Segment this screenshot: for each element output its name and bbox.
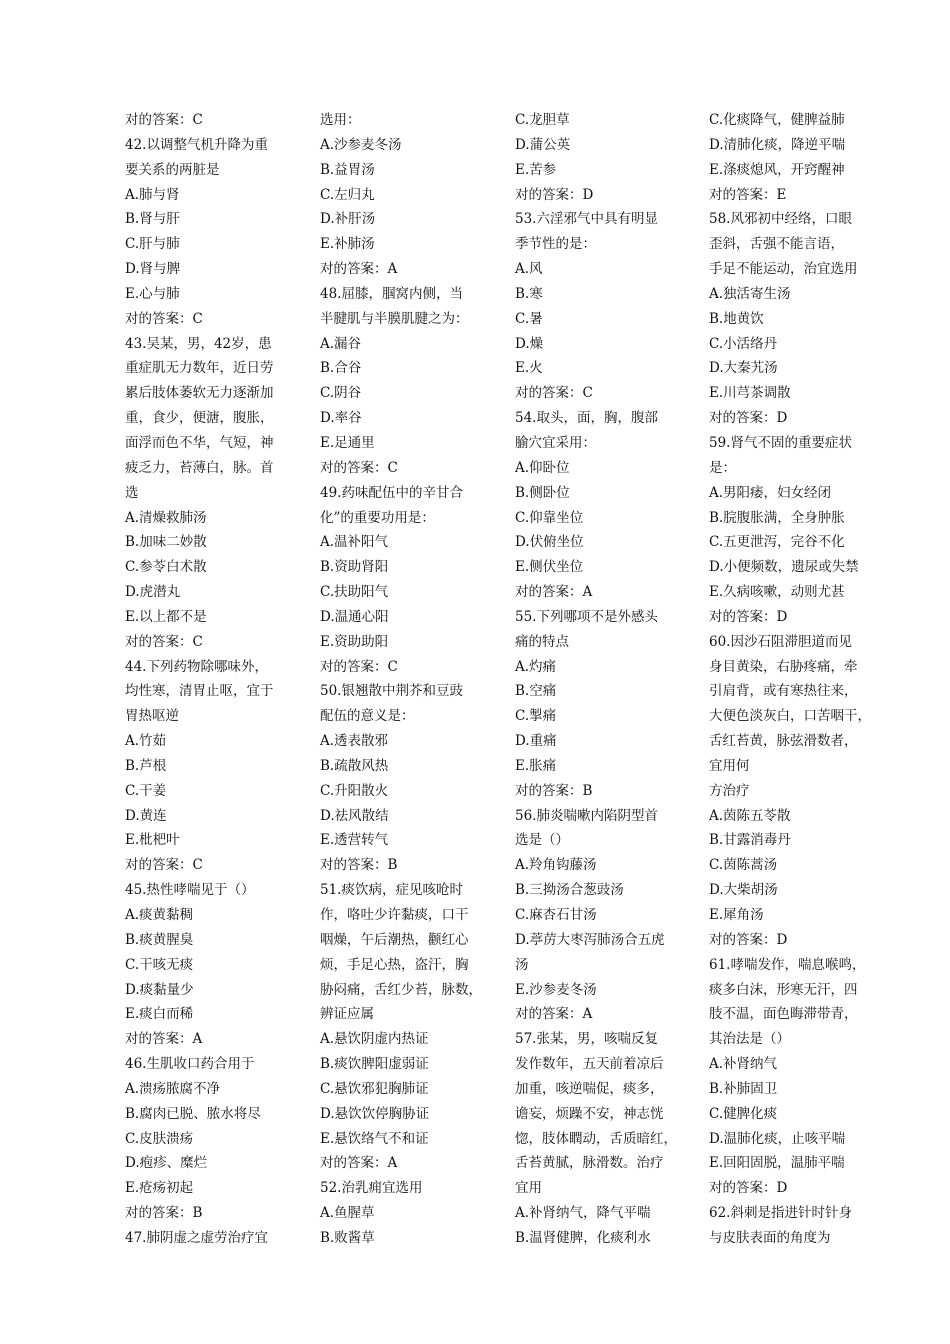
text-line: B.三拗汤合葱豉汤	[515, 882, 624, 899]
text-line: 汤	[515, 956, 529, 973]
text-line: B.益胃汤	[320, 161, 375, 178]
text-line: D.葶苈大枣泻肺汤合五虎	[515, 931, 665, 948]
text-column-2	[320, 108, 488, 1251]
text-line: A.补肾纳气，降气平喘	[515, 1205, 651, 1222]
text-line: 对的答案：E	[709, 186, 787, 203]
text-line: E.以上都不是	[125, 608, 207, 625]
text-line: D.燥	[515, 335, 544, 352]
text-line: 手足不能运动，治宜选用	[709, 261, 858, 278]
text-line: 对的答案：C	[125, 633, 203, 650]
text-line: 对的答案：C	[320, 658, 398, 675]
text-line: 大便色淡灰白，口苦咽干，	[709, 708, 871, 725]
text-line: 引肩背，或有寒热往来，	[709, 683, 858, 700]
text-line: D.小便频数，遗尿或失禁	[709, 559, 859, 576]
text-line: E.犀角汤	[709, 907, 764, 923]
text-line: C.阴谷	[320, 385, 362, 402]
text-line: 对的答案：D	[709, 1180, 788, 1197]
text-line: 49.药味配伍中的辛甘合	[320, 484, 463, 501]
text-line: D.大柴胡汤	[709, 882, 778, 899]
text-line: 对的答案：B	[125, 1205, 203, 1222]
text-line: 均性寒，清胃止呕，宜于	[125, 683, 274, 700]
text-line: 累后肢体萎软无力逐渐加	[125, 385, 274, 402]
text-line: C.龙胆草	[515, 112, 570, 128]
text-line: E.久病咳嗽，动则尤甚	[709, 584, 845, 601]
text-line: B.败酱草	[320, 1229, 375, 1246]
text-line: 烦，手足心热，盗汗，胸	[320, 956, 469, 973]
text-line: A.透表散邪	[320, 733, 389, 750]
text-line: 对的答案：A	[320, 261, 398, 278]
text-line: E.心与肺	[125, 285, 180, 302]
text-line: A.溃疡脓腐不净	[125, 1080, 221, 1097]
text-line: 痰多白沫，形寒无汗，四	[709, 981, 858, 998]
text-line: 对的答案：D	[709, 608, 788, 625]
text-line: A.痰黄黏稠	[125, 907, 194, 923]
text-line: D.悬饮饮停胸胁证	[320, 1105, 430, 1122]
text-line: A.鱼腥草	[320, 1205, 375, 1222]
text-line: B.芦根	[125, 757, 167, 774]
text-line: 加重，咳逆喘促，痰多，	[515, 1080, 664, 1097]
text-line: 对的答案：B	[515, 782, 593, 799]
text-line: 惚，肢体瞤动，舌质暗红，	[515, 1130, 677, 1147]
text-line: 对的答案：D	[709, 931, 788, 948]
text-line: 胃热呕逆	[125, 708, 179, 725]
text-line: 肢不温，面色晦滞带青，	[709, 1006, 858, 1023]
text-line: 44.下列药物除哪味外，	[125, 658, 268, 675]
text-line: C.小活络丹	[709, 335, 778, 352]
text-line: E.痰白而稀	[125, 1006, 194, 1023]
text-line: 痛的特点	[515, 633, 569, 650]
text-line: E.苦参	[515, 161, 557, 178]
text-line: 宜用何	[709, 757, 750, 774]
text-line: C.化痰降气，健脾益肺	[709, 112, 845, 128]
text-line: E.透营转气	[320, 832, 389, 849]
text-line: D.黄连	[125, 807, 167, 824]
text-line: 腧穴宜采用：	[515, 434, 596, 451]
text-line: 与皮肤表面的角度为	[709, 1229, 831, 1246]
text-line: C.扶助阳气	[320, 584, 389, 601]
text-line: 对的答案：D	[515, 186, 594, 203]
text-line: 宜用	[515, 1180, 542, 1197]
text-line: B.补肺固卫	[709, 1080, 778, 1097]
text-line: 对的答案：B	[320, 857, 398, 874]
text-line: 方治疗	[709, 782, 750, 799]
text-line: D.大秦艽汤	[709, 360, 778, 377]
text-line: 谵妄，烦躁不安，神志恍	[515, 1105, 664, 1122]
text-line: B.合谷	[320, 360, 362, 377]
text-line: D.虎潜丸	[125, 584, 181, 601]
text-line: C.麻杏石甘汤	[515, 907, 597, 923]
text-line: B.地黄饮	[709, 310, 764, 327]
text-line: 化”的重要功用是：	[320, 509, 435, 526]
text-line: D.重痛	[515, 733, 557, 750]
text-line: B.疏散风热	[320, 757, 389, 774]
text-line: 选	[125, 484, 139, 501]
text-line: 对的答案：C	[515, 385, 593, 402]
text-line: C.肝与肺	[125, 236, 180, 253]
text-line: A.补肾纳气	[709, 1056, 778, 1073]
text-line: 61.哮喘发作，喘息喉鸣，	[709, 956, 866, 973]
text-line: 对的答案：C	[125, 112, 203, 128]
text-line: A.漏谷	[320, 335, 362, 352]
text-line: E.资助助阳	[320, 633, 389, 650]
text-column-4	[709, 108, 877, 1251]
text-line: 对的答案：D	[709, 410, 788, 427]
text-line: C.皮肤溃疡	[125, 1130, 194, 1147]
text-line: 面浮而色不华，气短，神	[125, 434, 274, 451]
text-line: A.仰卧位	[515, 459, 570, 476]
text-line: 50.银翘散中荆芥和豆豉	[320, 683, 463, 700]
text-line: 58.风邪初中经络，口眼	[709, 211, 852, 228]
text-line: 其治法是（）	[709, 1031, 790, 1048]
text-line: D.温肺化痰，止咳平喘	[709, 1130, 846, 1147]
text-line: 42.以调整气机升降为重	[125, 136, 268, 153]
text-line: E.火	[515, 360, 543, 377]
text-line: A.羚角钩藤汤	[515, 857, 597, 874]
text-line: D.肾与脾	[125, 261, 181, 278]
text-line: A.温补阳气	[320, 534, 389, 551]
text-line: B.腐肉已脱、脓水将尽	[125, 1105, 261, 1122]
text-line: 对的答案：C	[320, 459, 398, 476]
text-line: 重，食少，便溏，腹胀，	[125, 410, 274, 427]
text-line: A.灼痛	[515, 658, 557, 675]
text-line: B.温肾健脾，化痰利水	[515, 1229, 651, 1246]
text-line: 56.肺炎喘嗽内陷阴型首	[515, 807, 658, 824]
text-line: C.健脾化痰	[709, 1105, 778, 1122]
text-line: 重症肌无力数年，近日劳	[125, 360, 274, 377]
text-line: 57.张某，男，咳喘反复	[515, 1031, 658, 1048]
text-line: A.悬饮阴虚内热证	[320, 1031, 429, 1048]
text-line: 身目黄染，右胁疼痛，牵	[709, 658, 858, 675]
text-line: 舌红苔黄，脉弦滑数者，	[709, 733, 858, 750]
text-line: 55.下列哪项不是外感头	[515, 608, 658, 625]
text-line: E.胀痛	[515, 757, 557, 774]
text-line: B.痰黄腥臭	[125, 931, 194, 948]
text-line: 对的答案：C	[125, 857, 203, 874]
text-line: C.左归丸	[320, 186, 375, 203]
text-line: 胁闷痛，舌红少苔，脉数，	[320, 981, 482, 998]
text-line: 45.热性哮喘见于（）	[125, 882, 255, 899]
text-line: C.掣痛	[515, 708, 557, 725]
text-line: D.痰黏量少	[125, 981, 194, 998]
text-line: A.竹茹	[125, 733, 167, 750]
text-line: 歪斜，舌强不能言语，	[709, 236, 844, 253]
text-line: A.独活寄生汤	[709, 285, 791, 302]
text-line: D.温通心阳	[320, 608, 389, 625]
text-line: 舌苔黄腻，脉滑数。治疗	[515, 1155, 664, 1172]
text-line: C.茵陈蒿汤	[709, 857, 778, 874]
text-line: 53.六淫邪气中具有明显	[515, 211, 658, 228]
text-line: C.五更泄泻，完谷不化	[709, 534, 845, 551]
text-line: E.足通里	[320, 434, 375, 451]
text-line: 47.肺阴虚之虚劳治疗宜	[125, 1229, 268, 1246]
text-line: E.悬饮络气不和证	[320, 1130, 429, 1147]
text-line: 选用：	[320, 112, 361, 128]
text-line: C.暑	[515, 310, 543, 327]
text-line: E.疮疡初起	[125, 1180, 194, 1197]
text-line: A.肺与肾	[125, 186, 180, 203]
text-line: E.侧伏坐位	[515, 559, 584, 576]
text-line: 选是（）	[515, 832, 569, 849]
text-line: 51.痰饮病，症见咳呛时	[320, 882, 463, 899]
text-line: D.补肝汤	[320, 211, 376, 228]
text-line: 59.肾气不固的重要症状	[709, 434, 852, 451]
text-line: A.沙参麦冬汤	[320, 136, 402, 153]
text-line: 作，咯吐少许黏痰，口干	[320, 907, 469, 923]
text-line: B.甘露消毒丹	[709, 832, 791, 849]
text-line: C.悬饮邪犯胸肺证	[320, 1080, 429, 1097]
text-line: C.升阳散火	[320, 782, 389, 799]
text-line: B.侧卧位	[515, 484, 570, 501]
text-line: 辨证应属	[320, 1006, 374, 1023]
text-line: 是：	[709, 459, 736, 476]
text-line: B.痰饮脾阳虚弱证	[320, 1056, 429, 1073]
text-line: 48.屈膝，腘窝内侧，当	[320, 285, 463, 302]
text-column-3	[515, 108, 683, 1251]
text-line: 对的答案：A	[515, 584, 593, 601]
text-line: 对的答案：A	[125, 1031, 203, 1048]
text-line: 要关系的两脏是	[125, 161, 220, 178]
text-line: B.加味二妙散	[125, 534, 207, 551]
text-line: 季节性的是：	[515, 236, 596, 253]
text-line: 54.取头，面，胸，腹部	[515, 410, 658, 427]
text-line: 疲乏力，苔薄白，脉。首	[125, 459, 274, 476]
text-line: 46.生肌收口药合用于	[125, 1056, 255, 1073]
text-line: E.补肺汤	[320, 236, 375, 253]
text-line: A.风	[515, 261, 543, 278]
text-line: 52.治乳痈宜选用	[320, 1180, 423, 1197]
text-line: E.川芎茶调散	[709, 385, 791, 402]
text-line: 半腱肌与半膜肌腱之为：	[320, 310, 469, 327]
text-line: 对的答案：A	[515, 1006, 593, 1023]
text-column-1	[125, 108, 293, 1251]
text-line: 配伍的意义是：	[320, 708, 415, 725]
text-line: E.涤痰熄风，开窍醒神	[709, 161, 845, 178]
text-line: B.资助肾阳	[320, 559, 389, 576]
text-line: C.仰靠坐位	[515, 509, 584, 526]
text-line: D.疱疹、糜烂	[125, 1155, 208, 1172]
text-line: 发作数年，五天前着凉后	[515, 1056, 664, 1073]
text-line: D.蒲公英	[515, 136, 571, 153]
text-line: D.祛风散结	[320, 807, 389, 824]
text-line: D.清肺化痰，降逆平喘	[709, 136, 846, 153]
text-line: B.空痛	[515, 683, 557, 700]
text-line: A.茵陈五苓散	[709, 807, 791, 824]
text-line: C.干咳无痰	[125, 956, 194, 973]
text-line: 咽燥，午后潮热，颧红心	[320, 931, 469, 948]
text-line: B.肾与肝	[125, 211, 180, 228]
text-line: 62.斜刺是指进针时针身	[709, 1205, 852, 1222]
text-line: B.寒	[515, 285, 543, 302]
text-line: 对的答案：C	[125, 310, 203, 327]
text-line: D.率谷	[320, 410, 362, 427]
text-line: B.脘腹胀满，全身肿胀	[709, 509, 845, 526]
text-line: D.伏俯坐位	[515, 534, 584, 551]
text-line: C.干姜	[125, 782, 167, 799]
text-line: E.枇杷叶	[125, 832, 180, 849]
text-line: C.参苓白术散	[125, 559, 207, 576]
text-line: 60.因沙石阻滞胆道而见	[709, 633, 852, 650]
text-line: E.沙参麦冬汤	[515, 981, 597, 998]
text-line: 对的答案：A	[320, 1155, 398, 1172]
text-line: 43.吴某，男，42岁，患	[125, 335, 272, 352]
text-line: A.男阳痿，妇女经闭	[709, 484, 832, 501]
text-line: A.清燥救肺汤	[125, 509, 207, 526]
text-line: E.回阳固脱，温肺平喘	[709, 1155, 845, 1172]
